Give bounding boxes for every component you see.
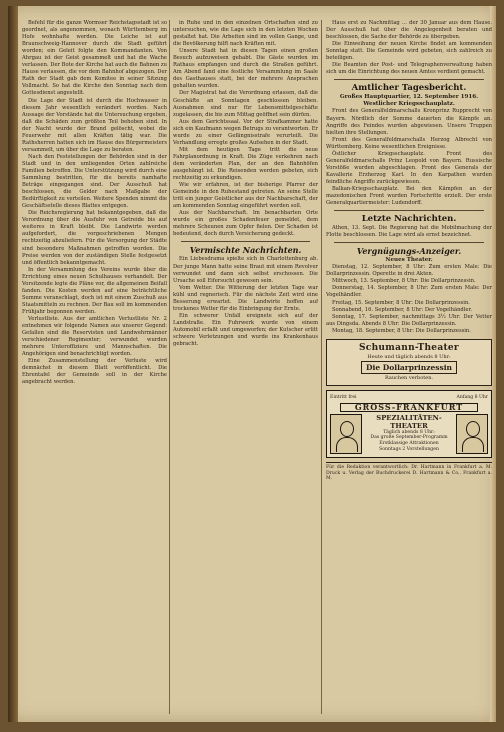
event-listing: Montag, 18. September, 8 Uhr: Die Dollarprinzessin. <box>332 327 471 334</box>
official-report-heading: Amtlicher Tagesbericht. <box>351 83 467 94</box>
imprint: Für die Redaktion verantwortlich: Dr. Hartmann in Frankfurt a. M. Druck u. Verlag der Buchdruckerei D. Hartmann & Co., Frankfurt a. M. <box>326 462 492 482</box>
events-heading: Vergnügungs-Anzeiger. <box>356 246 462 257</box>
section-divider <box>334 79 484 80</box>
news-paragraph: Athen, 13. Sept. Die Regierung hat die Mobilmachung der Flotte beschlossen. Die Lage wird als ernst bezeichnet. <box>326 225 492 239</box>
article-paragraph: Aus der Nachbarschaft. Im benachbarten Orte wurde ein großes Schadenfeuer gemeldet, dem mehrere Scheunen zum Opfer fielen. Der Schaden ist bedeutend, doch durch Versicherung gedeckt. <box>173 210 318 238</box>
middle-column <box>173 20 318 714</box>
article-paragraph: Verlustliste. Aus der amtlichen Verlustliste Nr. 2 entnehmen wir folgende Namen aus unserer Gegend: Gefallen sind die Reservisten und Landwehrmänner verschiedener Regimenter; verwundet wurden mehrere Unteroffiziere und Mannschaften. Die Angehörigen sind benachrichtigt worden. <box>22 315 167 358</box>
event-listing: Freitag, 15. September, 8 Uhr: Die Dollarprinzessin. <box>332 299 470 306</box>
section-heading: Vermischte Nachrichten. <box>189 245 302 256</box>
ad-headline: SPEZIALITÄTEN-THEATER <box>376 413 442 430</box>
report-paragraph: Balkan-Kriegsschauplatz. Bei den Kämpfen an der mazedonischen Front wurden Fortschritte erzielt. Der erste Generalquartiermeister: Ludendorff. <box>326 185 492 207</box>
article-paragraph: Der Magistrat hat die Verordnung erlassen, daß die Geschäfte an Sonntagen geschlossen bleiben. Ausnahmen sind nur für Lebensmittelgeschäfte zugelassen, die bis zum Mittag geöffnet sein dürfen. <box>173 90 318 118</box>
ad-inner <box>330 414 488 454</box>
newspaper-page <box>8 6 496 722</box>
ad-line: Das große September-Programm <box>370 435 448 441</box>
official-subheading: Westlicher Kriegsschauplatz. <box>363 101 455 108</box>
schumann-theater-ad <box>326 339 492 386</box>
article-paragraph: Vom Wetter. Die Witterung der letzten Tage war kühl und regnerisch. Für die nächste Zeit wird eine Besserung erwartet. Die Landwirte hoffen auf trockenes Wetter für die Einbringung der Ernte. <box>173 284 318 312</box>
ad-play-title: Die Dollarprinzessin <box>361 361 457 374</box>
article-paragraph: In der Versammlung des Vereins wurde über die Errichtung eines neuen Schulhauses verhandelt. Der Vorsitzende legte die Pläne vor, die allgemeinen Beifall fanden. Die Kosten werden auf eine beträchtliche Summe veranschlagt, doch ist mit einem Zuschuß aus Staatsmitteln zu rechnen. Der Bau soll im kommenden Frühjahr begonnen werden. <box>22 266 167 315</box>
article-paragraph: Mit dem heutigen Tage tritt die neue Fahrplanordnung in Kraft. Die Züge verkehren nach dem veränderten Plan, der an den Bahnhöfen ausgehängt ist. Die Reisenden werden gebeten, sich rechtzeitig zu erkundigen. <box>173 146 318 182</box>
report-paragraph: Östlicher Kriegsschauplatz. Front des Generalfeldmarschalls Prinz Leopold von Bayern. Russische Vorstöße wurden abgeschlagen. Front des Generals der Kavallerie Erzherzog Karl. In den Karpathen wurden feindliche Angriffe zurückgewiesen. <box>326 150 492 185</box>
section-divider <box>334 210 484 211</box>
event-listing: Sonnabend, 16. September, 8 Uhr: Der Vogelhändler. <box>332 306 473 313</box>
portrait-illustration <box>456 414 488 454</box>
ad-body <box>365 414 453 454</box>
article-paragraph: Die Beamten der Post- und Telegraphenverwaltung haben sich um die Einrichtung des neuen Amtes verdient gemacht. <box>326 62 492 76</box>
theater-subheading: Neues Theater. <box>385 257 433 264</box>
section-divider <box>334 242 484 243</box>
page-binding <box>8 6 18 722</box>
gross-frankfurt-ad <box>326 390 492 458</box>
ad-top-right: Anfang 8 Uhr <box>456 394 488 400</box>
ad-line: Erstklassige Attraktionen <box>379 441 439 447</box>
article-paragraph: Ein schwerer Unfall ereignete sich auf der Landstraße. Ein Fuhrwerk wurde von einem Automobil erfaßt und umgeworfen; der Kutscher erlitt schwere Verletzungen und wurde ins Krankenhaus gebracht. <box>173 312 318 348</box>
ad-subtitle: Heute und täglich abends 8 Uhr: <box>367 353 451 360</box>
official-dateline: Großes Hauptquartier, 12. September 1916. <box>339 94 479 101</box>
section-divider <box>181 241 310 242</box>
ad-top-row <box>330 394 488 401</box>
portrait-illustration <box>330 414 362 454</box>
left-column <box>22 20 167 714</box>
article-paragraph: Wie wir erfahren, ist der bisherige Pfarrer der Gemeinde in den Ruhestand getreten. An seine Stelle tritt ein junger Geistlicher aus der Nachbarschaft, der am kommenden Sonntag eingeführt werden soll. <box>173 182 318 210</box>
right-column <box>326 20 492 714</box>
article-paragraph: Ein Liebesdrama spielte sich in Charlottenburg ab. Der junge Mann hatte seine Braut mit einem Revolver verwundet und dann sich selbst erschossen. Die Ursache soll Eifersucht gewesen sein. <box>173 256 318 284</box>
ad-note: Rauchen verboten. <box>384 375 434 382</box>
event-listing: Mittwoch, 13. September, 8 Uhr: Die Dollarprinzessin. <box>332 278 476 285</box>
article-paragraph: in Ruhe und in den einzelnen Ortschaften sind zu untersuchen, wie die Lage sich in den letzten Wochen gestaltet hat. Die Arbeiten sind im vollen Gange, und die Bevölkerung hilft nach Kräften mit. <box>173 20 318 48</box>
event-listing: Dienstag, 12. September, 8 Uhr: Zum ersten Male: Die Dollarprinzessin. Operette in drei Akten. <box>326 264 492 278</box>
ad-line: Sonntags 2 Vorstellungen <box>379 446 439 452</box>
article-paragraph: Die Einweihung der neuen Kirche findet am kommenden Sonntag statt. Die Gemeinde wird gebeten, sich zahlreich zu beteiligen. <box>326 41 492 62</box>
event-listing: Sonntag, 17. September, nachmittags 3½ Uhr: Der Vetter aus Dingsda. Abends 8 Uhr: Die Dollarprinzessin. <box>326 313 492 327</box>
ad-title: GROSS-FRANKFURT <box>340 403 478 412</box>
article-paragraph: Haus erst zu Nachmittag ... der 30 Januar aus dem Hause. Der Ausschuß hat über die Angelegenheit beraten und beschlossen, die Sache der Behörde zu übergeben. <box>326 20 492 41</box>
event-listing: Donnerstag, 14. September, 8 Uhr: Zum ersten Male: Der Vogelhändler. <box>326 285 492 299</box>
article-paragraph: Die Reichsregierung hat bekanntgegeben, daß die Verordnung über die Ausfuhr von Getreide bis auf weiteres in Kraft bleibt. Die Landwirte werden aufgefordert, die vorgeschriebenen Mengen rechtzeitig abzuliefern. Für die Versorgung der Städte sind besondere Maßnahmen getroffen worden. Die Preise werden von der zuständigen Stelle festgesetzt und öffentlich bekanntgemacht. <box>22 210 167 266</box>
article-paragraph: Unsere Stadt hat in diesen Tagen einen großen Besuch aufzuweisen gehabt. Die Gäste wurden im Rathaus empfangen und durch die Straßen geführt. Am Abend fand eine festliche Versammlung im Saale des Gasthauses statt, bei der mehrere Ansprachen gehalten wurden. <box>173 48 318 90</box>
report-paragraph: Front des Generalfeldmarschalls Kronprinz Rupprecht von Bayern. Nördlich der Somme dauerten die Kämpfe an. Angriffe des Feindes wurden abgewiesen. Unsere Truppen hielten ihre Stellungen. <box>326 108 492 136</box>
column-rule <box>321 20 322 714</box>
report-paragraph: Front des Generalfeldmarschalls Herzog Albrecht von Württemberg. Keine wesentlichen Ereignisse. <box>326 136 492 150</box>
article-paragraph: Nach den Feststellungen der Behörden sind in der Stadt und in den umliegenden Orten zahlreiche Familien betroffen. Die Unterstützung wird durch eine Sammlung bestritten, für die bereits namhafte Beträge eingegangen sind. Der Ausschuß hat beschlossen, die Gelder nach Maßgabe der Bedürftigkeit zu verteilen. Weitere Spenden nimmt die Geschäftsstelle dieses Blattes entgegen. <box>22 153 167 210</box>
article-paragraph: Die Lage der Stadt ist durch die Hochwasser in diesem Jahr wesentlich verändert worden. Nach Aussage der Vorstände hat die Untersuchung ergeben, daß die Schäden zum größten Teil behoben sind. In der Nacht wurde der Brand gelöscht, wobei die Feuerwehr mit allen Kräften tätig war. Die Rathsherren hatten sich im Hause des Bürgermeisters versammelt, um über die Lage zu beraten. <box>22 97 167 153</box>
column-rule <box>169 20 170 714</box>
article-paragraph: Eine Zusammenstellung der Verluste wird demnächst in diesem Blatt veröffentlicht. Die Ehrentafel der Gemeinde soll in der Kirche angebracht werden. <box>22 358 167 386</box>
ad-top-left: Eintritt frei <box>330 394 357 400</box>
article-paragraph: Befehl für die ganze Wormser Reichstagsstadt ist so geordnet, als angenommen, wonach Württemberg im Hofe wohnhafte werden. Die Leiche ist auf Braunschweig-Hannover durch die Stadt geführt worden; ein Geleit folgte den Kommandanten. Von Ahrgau ist der Geist gesammelt und hat die Wache verlassen. Der Bote der Kirche hat auch die Bahnen zu Hause verlassen, die vor dem Bahnhof abgezogen. Der Rath der Stadt gab dem Komitee in seiner Sitzung Vollmacht. So hat die Kirche den Sonntag nach dem Gottesdienst angestellt. <box>22 20 167 97</box>
ad-title: Schumann-Theater <box>359 342 459 353</box>
article-paragraph: Aus dem Gerichtssaal. Vor der Strafkammer hatte sich ein Kaufmann wegen Betrugs zu verantworten. Er wurde zu einer Gefängnisstrafe verurteilt. Die Verhandlung erregte großes Aufsehen in der Stadt. <box>173 118 318 146</box>
latest-news-heading: Letzte Nachrichten. <box>361 214 457 225</box>
ad-line: Täglich abends 8 Uhr: <box>383 429 435 435</box>
